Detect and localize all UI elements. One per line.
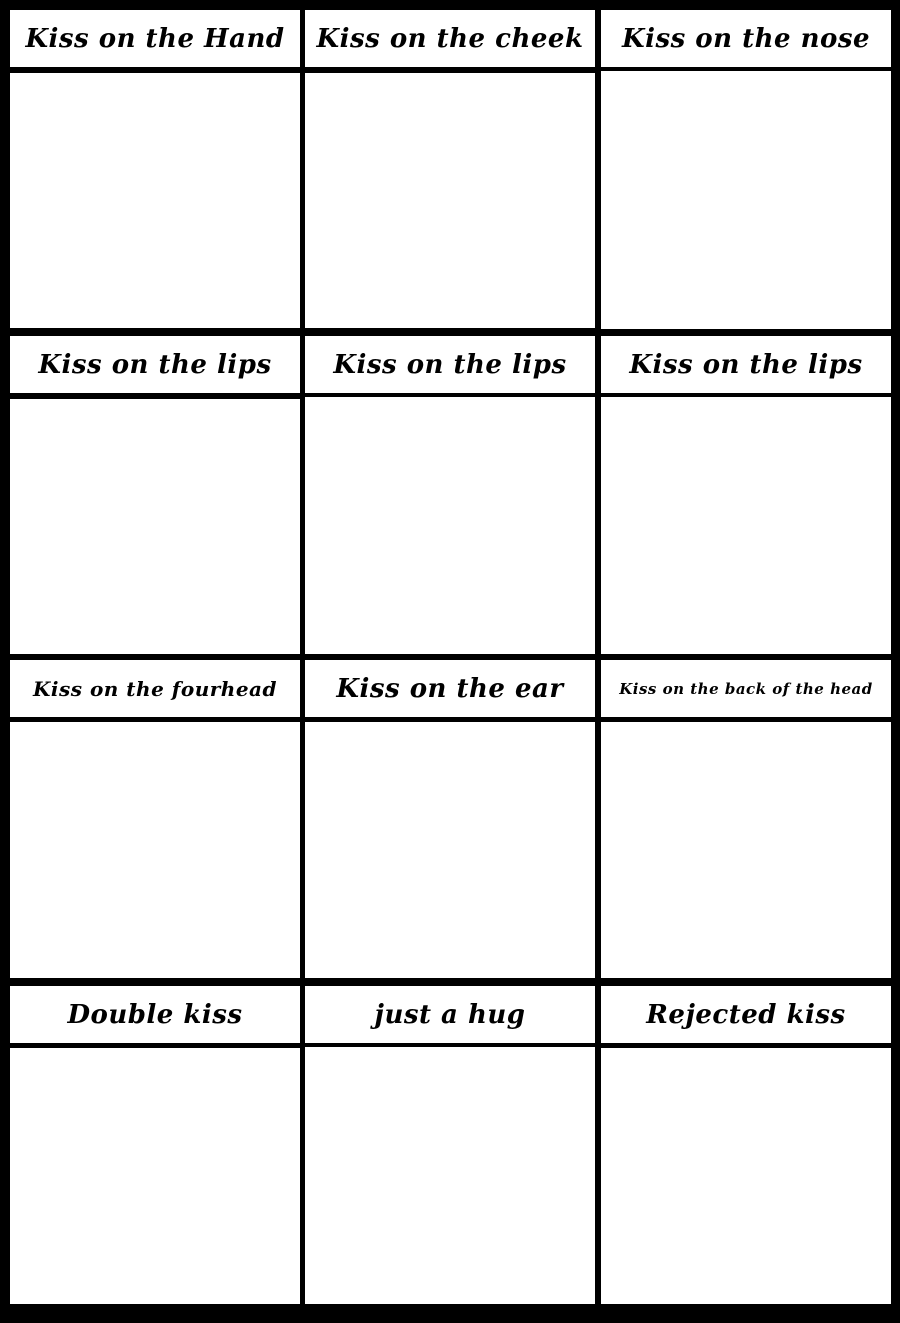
cell-label-box [305,660,595,717]
cell-label-box [601,660,891,717]
cell-label: Kiss on the lips [629,349,863,380]
drawing-panel [10,1048,300,1304]
cell-label: Kiss on the back of the head [619,679,873,698]
cell-label: Rejected kiss [646,999,846,1030]
cell-label-box [601,10,891,67]
drawing-panel [305,722,595,978]
drawing-panel [601,1048,891,1304]
drawing-panel [10,399,300,654]
cell-label: Kiss on the lips [333,349,567,380]
drawing-panel [10,73,300,328]
cell-label-box [601,336,891,393]
cell-label: Kiss on the nose [621,23,871,54]
cell-label-box [305,986,595,1043]
cell-label-box [10,660,300,717]
cell-label: Double kiss [67,999,243,1030]
cell-label-box [10,10,300,67]
cell-label: Kiss on the lips [38,349,272,380]
cell-label: Kiss on the fourhead [32,676,277,701]
cell-label-box [10,336,300,393]
cell-label: Kiss on the Hand [25,23,285,54]
cell-label-box [10,986,300,1043]
cell-label-box [601,986,891,1043]
cell-label: just a hug [374,999,526,1030]
drawing-panel [601,397,891,654]
drawing-panel [10,722,300,978]
drawing-panel [305,1047,595,1304]
cell-label: Kiss on the ear [336,673,564,704]
drawing-panel [305,73,595,328]
cell-label-box [305,336,595,393]
drawing-panel [601,71,891,329]
cell-label: Kiss on the cheek [316,23,584,54]
drawing-panel [601,722,891,978]
cell-label-box [305,10,595,67]
drawing-panel [305,397,595,654]
